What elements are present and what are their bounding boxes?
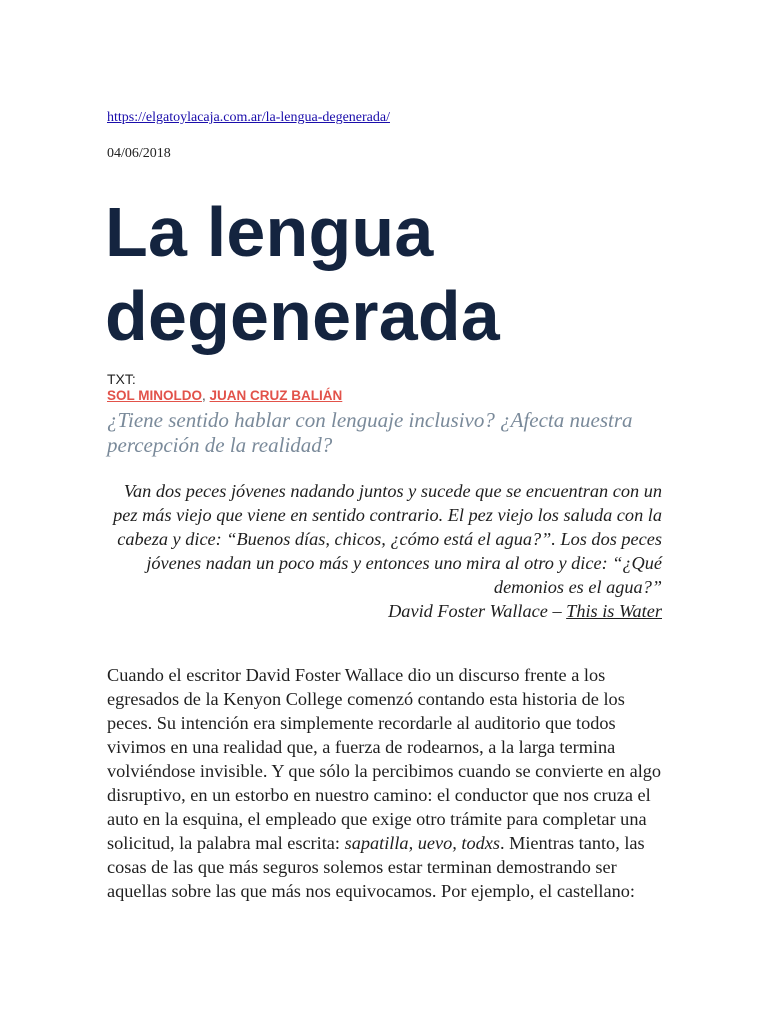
this-is-water-link[interactable]: This is Water: [566, 601, 662, 621]
author-list: [107, 388, 342, 403]
epigraph-quote: [107, 479, 662, 623]
article-subtitle: ¿Tiene sentido hablar con lenguaje inclusivo? ¿Afecta nuestra percepción de la realidad?: [107, 408, 633, 457]
quote-attribution: [107, 599, 662, 623]
publish-date: 04/06/2018: [107, 146, 171, 161]
body-paragraph: [107, 663, 667, 903]
quote-author: David Foster Wallace –: [388, 601, 567, 621]
author-link-sol-minoldo[interactable]: SOL MINOLDO: [107, 388, 203, 403]
body-italic-words: sapatilla, uevo, todxs: [344, 833, 500, 853]
author-link-juan-cruz-balian[interactable]: JUAN CRUZ BALIÁN: [209, 388, 343, 403]
body-text-part-1: Cuando el escritor David Foster Wallace dio un discurso frente a los egresados de la Kenyon College comenzó contando esta historia de los peces. Su intención era simplemente recordarle al auditorio que todos vivimos en una realidad que, a fuerza de rodearnos, a la larga termina volviéndose invisible. Y que sólo la percibimos cuando se convierte en algo disruptivo, en un estorbo en nuestro camino: el conductor que nos cruza el auto en la esquina, el empleado que exige otro trámite para completar una solicitud, la palabra mal escrita:: [107, 665, 662, 853]
txt-label: TXT:: [107, 371, 136, 387]
article-title: [105, 190, 500, 358]
author-separator: ,: [202, 388, 206, 403]
body-text-part-2: . Mientras tanto, las cosas de las que más seguros solemos estar terminan demostrando ser aquellas sobre las que más nos equivocamos. Por ejemplo, el castellano:: [107, 833, 645, 901]
title-line-2: degenerada: [105, 277, 500, 355]
title-line-1: La lengua: [105, 193, 434, 271]
source-url-link[interactable]: https://elgatoylacaja.com.ar/la-lengua-degenerada/: [107, 110, 390, 125]
quote-text: Van dos peces jóvenes nadando juntos y sucede que se encuentran con un pez más viejo que viene en sentido contrario. El pez viejo los saluda con la cabeza y dice: “Buenos días, chicos, ¿cómo está el agua?”. Los dos peces jóvenes nadan un poco más y entonces uno mira al otro y dice: “¿Qué demonios es el agua?”: [113, 481, 662, 597]
